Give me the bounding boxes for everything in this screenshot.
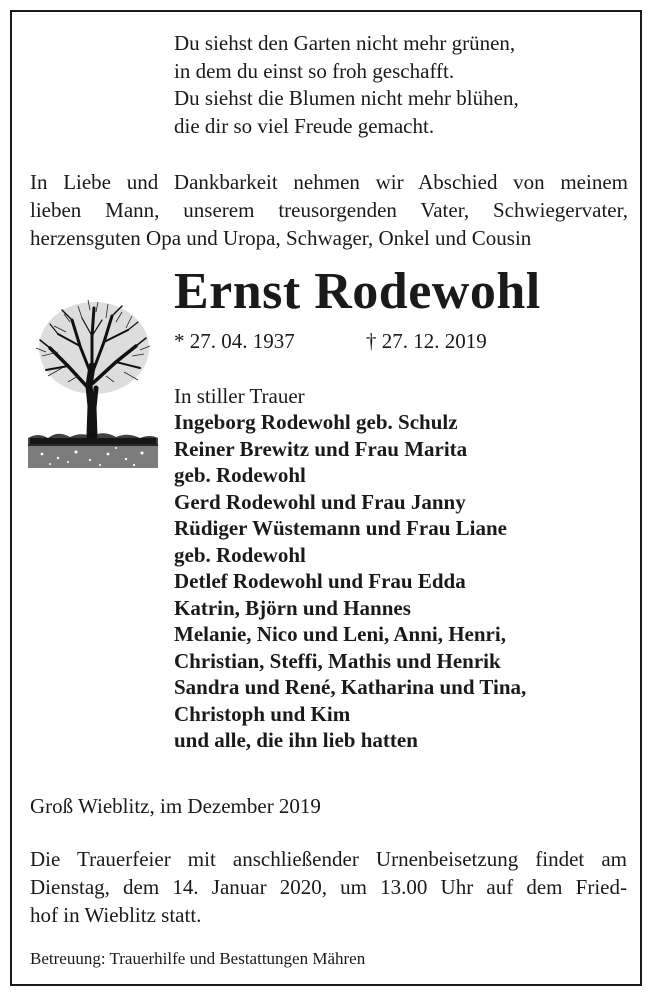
mourning-label: In stiller Trauer (174, 384, 305, 408)
intro-line: In Liebe und Dankbarkeit nehmen wir Abschied von meinem (30, 170, 628, 194)
mourner-line: Christoph und Kim (174, 701, 351, 726)
mourner-line: Detlef Rodewohl und Frau Edda (174, 569, 466, 593)
birth-date: * 27. 04. 1937 (174, 329, 295, 353)
mourner-line: Katrin, Björn und Hannes (174, 595, 411, 620)
poem-line: in dem du einst so froh geschafft. (174, 58, 455, 83)
mourner-line: Rüdiger Wüstemann und Frau Liane (174, 516, 507, 540)
mourner-line: Ingeborg Rodewohl geb. Schulz (174, 410, 458, 434)
tree-icon (28, 296, 158, 472)
mourner-line: Sandra und René, Katharina und Tina, (174, 675, 527, 699)
mourners-list (174, 409, 526, 754)
undertaker-credit: Betreuung: Trauerhilfe und Bestattungen Mähren (30, 949, 366, 968)
life-dates (174, 328, 487, 354)
mourner-line: Christian, Steffi, Mathis und Henrik (174, 648, 501, 673)
poem-line: die dir so viel Freude gemacht. (174, 113, 435, 138)
poem (174, 30, 519, 140)
mourner-line: geb. Rodewohl (174, 463, 306, 487)
place-date: Groß Wieblitz, im Dezember 2019 (30, 794, 321, 818)
mourner-line: Reiner Brewitz und Frau Marita (174, 436, 468, 461)
intro-text (30, 168, 628, 252)
deceased-name: Ernst Rodewohl (174, 263, 541, 320)
poem-line: Du siehst die Blumen nicht mehr blühen, (174, 86, 519, 110)
ceremony-line: Dienstag, dem 14. Januar 2020, um 13.00 Uhr auf dem Fried- (30, 875, 627, 899)
mourner-line: Melanie, Nico und Leni, Anni, Henri, (174, 622, 506, 646)
mourner-line: geb. Rodewohl (174, 542, 306, 567)
death-date: † 27. 12. 2019 (366, 329, 487, 353)
intro-line: lieben Mann, unserem treusorgenden Vater, Schwiegervater, (30, 198, 628, 222)
poem-line: Du siehst den Garten nicht mehr grünen, (174, 31, 516, 55)
intro-line: herzensguten Opa und Uropa, Schwager, Onkel und Cousin (30, 226, 532, 250)
mourner-line: Gerd Rodewohl und Frau Janny (174, 489, 466, 514)
ceremony-line: Die Trauerfeier mit anschließender Urnenbeisetzung findet am (30, 847, 627, 871)
ceremony-text (30, 845, 627, 929)
mourner-line: und alle, die ihn lieb hatten (174, 728, 418, 752)
ceremony-line: hof in Wieblitz statt. (30, 903, 202, 927)
